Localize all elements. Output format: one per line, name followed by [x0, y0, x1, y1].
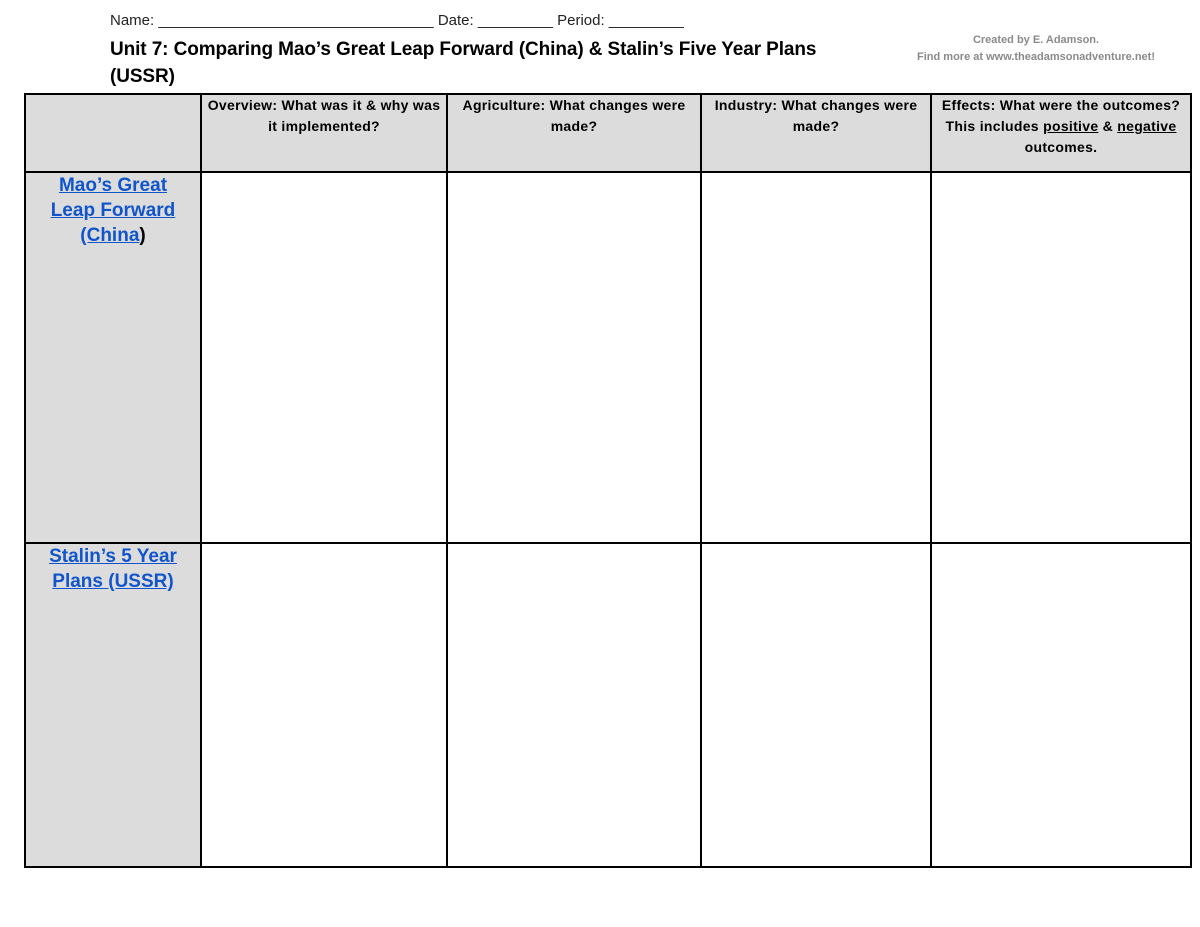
negative-word: negative: [1117, 118, 1177, 134]
mao-great-leap-link[interactable]: Mao’s Great Leap Forward (China): [50, 175, 176, 246]
positive-word: positive: [1043, 118, 1099, 134]
mao-overview-cell[interactable]: [201, 172, 447, 543]
period-field[interactable]: Period: _________: [557, 12, 684, 29]
table-row-stalin: [25, 543, 1191, 867]
stalin-industry-cell[interactable]: [701, 543, 931, 867]
corner-cell: [25, 94, 201, 172]
stalin-agriculture-cell[interactable]: [447, 543, 701, 867]
comparison-table: [24, 93, 1192, 868]
credit-website: Find more at www.theadamsonadventure.net!: [917, 51, 1155, 63]
row-header-stalin: [25, 543, 201, 867]
mao-agriculture-cell[interactable]: [447, 172, 701, 543]
row-header-mao: [25, 172, 201, 543]
worksheet-title: Unit 7: Comparing Mao’s Great Leap Forward (China) & Stalin’s Five Year Plans (USSR): [110, 39, 817, 87]
stalin-overview-cell[interactable]: [201, 543, 447, 867]
credit-block: [886, 32, 1186, 66]
stalin-five-year-link[interactable]: Stalin’s 5 Year Plans (USSR): [49, 546, 177, 592]
mao-effects-cell[interactable]: [931, 172, 1191, 543]
stalin-effects-cell[interactable]: [931, 543, 1191, 867]
column-header-overview: Overview: What was it & why was it implemented?: [201, 94, 447, 172]
column-header-agriculture: Agriculture: What changes were made?: [447, 94, 701, 172]
column-header-industry: Industry: What changes were made?: [701, 94, 931, 172]
name-field[interactable]: Name: _________________________________: [110, 12, 434, 29]
table-row-mao: [25, 172, 1191, 543]
student-info-line: [110, 12, 684, 29]
date-field[interactable]: Date: _________: [437, 12, 553, 29]
credit-author: Created by E. Adamson.: [972, 34, 1100, 46]
column-header-effects: Effects: What were the outcomes? This includes positive & negative outcomes.: [931, 94, 1191, 172]
header-row: [25, 94, 1191, 172]
mao-industry-cell[interactable]: [701, 172, 931, 543]
